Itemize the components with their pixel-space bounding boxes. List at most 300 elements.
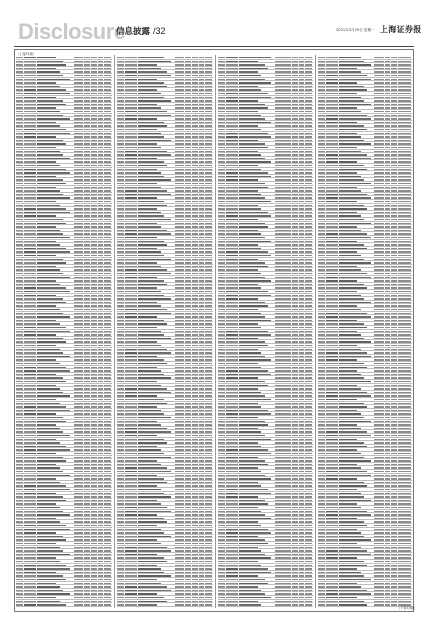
- table-cell: [117, 359, 124, 360]
- table-cell: [138, 370, 160, 371]
- table-cell: [91, 460, 97, 461]
- table-cell: [104, 241, 111, 242]
- table-cell: [299, 298, 305, 299]
- table-cell: [185, 82, 191, 83]
- table-cell: [104, 503, 111, 504]
- table-cell: [305, 374, 312, 375]
- table-cell: [385, 305, 391, 306]
- table-cell: [104, 583, 111, 584]
- table-cell: [299, 385, 305, 386]
- table-cell: [226, 467, 238, 468]
- table-cell: [138, 518, 164, 519]
- table-cell: [74, 97, 84, 98]
- table-cell: [239, 363, 258, 364]
- table-cell: [385, 316, 391, 317]
- table-cell: [175, 334, 185, 335]
- table-cell: [385, 208, 391, 209]
- table-cell: [91, 377, 97, 378]
- table-cell: [285, 406, 291, 407]
- table-cell: [138, 604, 157, 605]
- table-cell: [37, 194, 63, 195]
- table-cell: [117, 284, 124, 285]
- table-cell: [192, 280, 198, 281]
- table-cell: [385, 230, 391, 231]
- table-cell: [404, 147, 411, 148]
- table-cell: [339, 237, 371, 238]
- table-cell: [339, 111, 361, 112]
- table-cell: [74, 413, 84, 414]
- table-cell: [199, 226, 205, 227]
- table-cell: [192, 341, 198, 342]
- table-cell: [104, 287, 111, 288]
- table-cell: [192, 338, 198, 339]
- table-cell: [104, 68, 111, 69]
- table-cell: [275, 489, 285, 490]
- table-cell: [275, 568, 285, 569]
- table-cell: [138, 320, 164, 321]
- table-cell: [98, 244, 104, 245]
- table-cell: [74, 219, 84, 220]
- table-cell: [16, 554, 23, 555]
- table-cell: [326, 169, 338, 170]
- table-cell: [125, 89, 137, 90]
- table-cell: [91, 298, 97, 299]
- table-cell: [91, 381, 97, 382]
- table-cell: [91, 489, 97, 490]
- table-cell: [84, 583, 90, 584]
- table-cell: [339, 392, 368, 393]
- table-cell: [285, 449, 291, 450]
- table-cell: [339, 277, 371, 278]
- table-cell: [16, 219, 23, 220]
- table-cell: [218, 493, 225, 494]
- table-cell: [339, 367, 368, 368]
- table-cell: [326, 165, 338, 166]
- table-cell: [175, 471, 185, 472]
- table-cell: [16, 79, 23, 80]
- table-cell: [218, 590, 225, 591]
- table-cell: [199, 511, 205, 512]
- table-cell: [299, 575, 305, 576]
- table-cell: [285, 205, 291, 206]
- table-cell: [326, 334, 338, 335]
- table-cell: [318, 230, 325, 231]
- table-cell: [84, 158, 90, 159]
- table-cell: [37, 543, 56, 544]
- table-cell: [24, 316, 36, 317]
- table-cell: [138, 539, 157, 540]
- table-cell: [275, 230, 285, 231]
- table-cell: [339, 298, 364, 299]
- table-cell: [199, 460, 205, 461]
- table-cell: [218, 547, 225, 548]
- table-cell: [285, 356, 291, 357]
- table-cell: [125, 547, 137, 548]
- table-cell: [192, 529, 198, 530]
- table-cell: [218, 277, 225, 278]
- table-cell: [37, 446, 66, 447]
- table-cell: [24, 575, 36, 576]
- table-cell: [91, 255, 97, 256]
- table-cell: [292, 104, 298, 105]
- table-cell: [385, 122, 391, 123]
- table-cell: [299, 529, 305, 530]
- table-cell: [175, 215, 185, 216]
- table-cell: [98, 309, 104, 310]
- table-cell: [326, 154, 338, 155]
- table-cell: [175, 575, 185, 576]
- table-cell: [205, 547, 212, 548]
- table-cell: [37, 518, 56, 519]
- table-cell: [326, 97, 338, 98]
- table-cell: [239, 305, 268, 306]
- table-cell: [84, 255, 90, 256]
- table-cell: [16, 514, 23, 515]
- table-cell: [385, 323, 391, 324]
- table-cell: [192, 233, 198, 234]
- table-cell: [84, 424, 90, 425]
- table-cell: [226, 568, 238, 569]
- table-cell: [192, 223, 198, 224]
- table-cell: [218, 460, 225, 461]
- table-cell: [74, 251, 84, 252]
- table-cell: [285, 532, 291, 533]
- table-cell: [339, 129, 368, 130]
- table-cell: [292, 194, 298, 195]
- table-cell: [84, 453, 90, 454]
- table-cell: [74, 586, 84, 587]
- table-cell: [205, 496, 212, 497]
- table-cell: [339, 169, 368, 170]
- table-cell: [37, 453, 56, 454]
- table-cell: [24, 547, 36, 548]
- table-cell: [16, 525, 23, 526]
- table-cell: [404, 302, 411, 303]
- table-cell: [138, 579, 157, 580]
- table-cell: [292, 435, 298, 436]
- table-cell: [199, 125, 205, 126]
- table-cell: [299, 367, 305, 368]
- table-cell: [192, 464, 198, 465]
- table-cell: [74, 345, 84, 346]
- table-cell: [91, 561, 97, 562]
- table-cell: [292, 550, 298, 551]
- table-cell: [125, 349, 137, 350]
- table-cell: [226, 421, 238, 422]
- table-cell: [285, 363, 291, 364]
- table-cell: [91, 233, 97, 234]
- table-cell: [285, 269, 291, 270]
- table-cell: [299, 212, 305, 213]
- table-cell: [275, 467, 285, 468]
- table-cell: [205, 86, 212, 87]
- table-cell: [84, 374, 90, 375]
- table-cell: [275, 255, 285, 256]
- table-cell: [175, 370, 185, 371]
- table-cell: [185, 309, 191, 310]
- table-cell: [374, 212, 383, 213]
- table-cell: [205, 226, 212, 227]
- table-cell: [16, 417, 23, 418]
- table-cell: [292, 399, 298, 400]
- table-cell: [285, 503, 291, 504]
- table-cell: [305, 115, 312, 116]
- table-cell: [305, 143, 312, 144]
- table-cell: [185, 475, 191, 476]
- table-cell: [125, 521, 137, 522]
- table-cell: [91, 338, 97, 339]
- table-cell: [125, 248, 137, 249]
- table-cell: [218, 521, 225, 522]
- table-cell: [218, 439, 225, 440]
- table-cell: [98, 68, 104, 69]
- table-cell: [24, 367, 36, 368]
- table-cell: [37, 151, 59, 152]
- table-cell: [239, 575, 258, 576]
- table-cell: [285, 536, 291, 537]
- table-cell: [199, 565, 205, 566]
- table-cell: [98, 302, 104, 303]
- table-cell: [74, 514, 84, 515]
- table-column-1: [16, 56, 112, 608]
- table-cell: [398, 201, 404, 202]
- table-cell: [226, 482, 238, 483]
- table-cell: [398, 61, 404, 62]
- table-cell: [185, 104, 191, 105]
- table-cell: [24, 601, 36, 602]
- table-cell: [285, 597, 291, 598]
- table-cell: [226, 442, 238, 443]
- table-cell: [239, 511, 261, 512]
- table-cell: [404, 327, 411, 328]
- table-cell: [292, 586, 298, 587]
- table-cell: [305, 377, 312, 378]
- table-cell: [239, 359, 271, 360]
- table-cell: [117, 197, 124, 198]
- table-cell: [185, 179, 191, 180]
- table-cell: [104, 518, 111, 519]
- table-cell: [275, 187, 285, 188]
- table-cell: [117, 266, 124, 267]
- table-cell: [339, 190, 361, 191]
- table-cell: [391, 68, 397, 69]
- table-cell: [16, 367, 23, 368]
- table-cell: [175, 547, 185, 548]
- table-cell: [192, 590, 198, 591]
- table-cell: [205, 586, 212, 587]
- table-cell: [117, 291, 124, 292]
- table-cell: [192, 446, 198, 447]
- table-cell: [98, 320, 104, 321]
- table-cell: [138, 151, 167, 152]
- table-cell: [84, 82, 90, 83]
- table-cell: [285, 266, 291, 267]
- table-cell: [24, 561, 36, 562]
- table-cell: [199, 57, 205, 58]
- table-cell: [117, 579, 124, 580]
- table-cell: [104, 493, 111, 494]
- table-cell: [74, 172, 84, 173]
- table-cell: [275, 64, 285, 65]
- table-cell: [138, 557, 164, 558]
- table-cell: [104, 431, 111, 432]
- table-cell: [275, 453, 285, 454]
- table-cell: [285, 190, 291, 191]
- table-cell: [404, 248, 411, 249]
- table-cell: [292, 449, 298, 450]
- table-cell: [37, 309, 59, 310]
- table-cell: [74, 467, 84, 468]
- table-cell: [339, 79, 371, 80]
- table-cell: [125, 493, 137, 494]
- table-cell: [91, 410, 97, 411]
- table-cell: [292, 367, 298, 368]
- table-cell: [138, 277, 157, 278]
- table-cell: [117, 428, 124, 429]
- table-cell: [192, 352, 198, 353]
- table-cell: [374, 251, 383, 252]
- table-cell: [117, 525, 124, 526]
- table-cell: [138, 122, 164, 123]
- table-cell: [192, 583, 198, 584]
- table-cell: [239, 97, 271, 98]
- table-cell: [285, 381, 291, 382]
- table-cell: [104, 385, 111, 386]
- table-cell: [37, 464, 56, 465]
- table-cell: [185, 349, 191, 350]
- table-cell: [374, 381, 383, 382]
- table-cell: [37, 302, 66, 303]
- table-cell: [91, 532, 97, 533]
- table-cell: [98, 57, 104, 58]
- table-cell: [185, 334, 191, 335]
- table-cell: [175, 539, 185, 540]
- table-cell: [98, 125, 104, 126]
- table-cell: [374, 161, 383, 162]
- table-column-4: [318, 56, 412, 608]
- table-cell: [98, 259, 104, 260]
- table-cell: [374, 176, 383, 177]
- table-cell: [292, 374, 298, 375]
- table-cell: [239, 212, 268, 213]
- table-cell: [138, 521, 167, 522]
- table-cell: [226, 514, 238, 515]
- table-cell: [84, 248, 90, 249]
- table-cell: [299, 601, 305, 602]
- table-cell: [385, 244, 391, 245]
- table-cell: [205, 467, 212, 468]
- table-cell: [16, 226, 23, 227]
- table-cell: [24, 460, 36, 461]
- table-cell: [326, 208, 338, 209]
- table-cell: [24, 352, 36, 353]
- table-cell: [192, 331, 198, 332]
- table-cell: [285, 115, 291, 116]
- table-cell: [24, 428, 36, 429]
- table-cell: [138, 68, 160, 69]
- table-cell: [275, 259, 285, 260]
- table-cell: [404, 169, 411, 170]
- table-cell: [24, 75, 36, 76]
- table-cell: [199, 406, 205, 407]
- table-cell: [398, 125, 404, 126]
- table-cell: [98, 568, 104, 569]
- table-cell: [24, 363, 36, 364]
- table-cell: [239, 79, 265, 80]
- table-cell: [275, 431, 285, 432]
- table-cell: [74, 493, 84, 494]
- table-cell: [138, 309, 167, 310]
- table-cell: [199, 100, 205, 101]
- table-cell: [292, 392, 298, 393]
- table-cell: [305, 233, 312, 234]
- table-cell: [239, 259, 258, 260]
- table-cell: [117, 345, 124, 346]
- table-cell: [226, 266, 238, 267]
- table-cell: [339, 147, 358, 148]
- table-cell: [175, 57, 185, 58]
- table-cell: [404, 107, 411, 108]
- table-cell: [74, 302, 84, 303]
- table-cell: [326, 158, 338, 159]
- table-cell: [299, 518, 305, 519]
- table-cell: [205, 115, 212, 116]
- table-cell: [37, 593, 70, 594]
- table-cell: [292, 219, 298, 220]
- table-cell: [218, 233, 225, 234]
- newspaper-name: 上海证券报: [380, 24, 422, 34]
- table-cell: [318, 205, 325, 206]
- table-cell: [84, 169, 90, 170]
- table-cell: [326, 71, 338, 72]
- table-cell: [398, 363, 404, 364]
- table-cell: [117, 374, 124, 375]
- table-cell: [117, 554, 124, 555]
- table-cell: [192, 457, 198, 458]
- table-cell: [285, 140, 291, 141]
- table-cell: [192, 413, 198, 414]
- table-cell: [192, 273, 198, 274]
- table-cell: [339, 338, 364, 339]
- table-cell: [125, 590, 137, 591]
- table-cell: [138, 115, 171, 116]
- table-cell: [205, 118, 212, 119]
- table-cell: [84, 79, 90, 80]
- table-cell: [84, 262, 90, 263]
- table-cell: [205, 370, 212, 371]
- table-cell: [275, 507, 285, 508]
- table-cell: [305, 298, 312, 299]
- table-cell: [175, 349, 185, 350]
- table-cell: [74, 89, 84, 90]
- table-cell: [98, 421, 104, 422]
- table-cell: [117, 521, 124, 522]
- table-cell: [104, 331, 111, 332]
- table-cell: [84, 529, 90, 530]
- table-cell: [305, 273, 312, 274]
- table-cell: [205, 71, 212, 72]
- table-cell: [104, 363, 111, 364]
- table-cell: [391, 295, 397, 296]
- table-cell: [199, 140, 205, 141]
- table-cell: [205, 151, 212, 152]
- table-cell: [226, 89, 238, 90]
- table-cell: [98, 352, 104, 353]
- table-cell: [24, 442, 36, 443]
- table-cell: [239, 251, 268, 252]
- table-cell: [275, 593, 285, 594]
- table-cell: [37, 439, 56, 440]
